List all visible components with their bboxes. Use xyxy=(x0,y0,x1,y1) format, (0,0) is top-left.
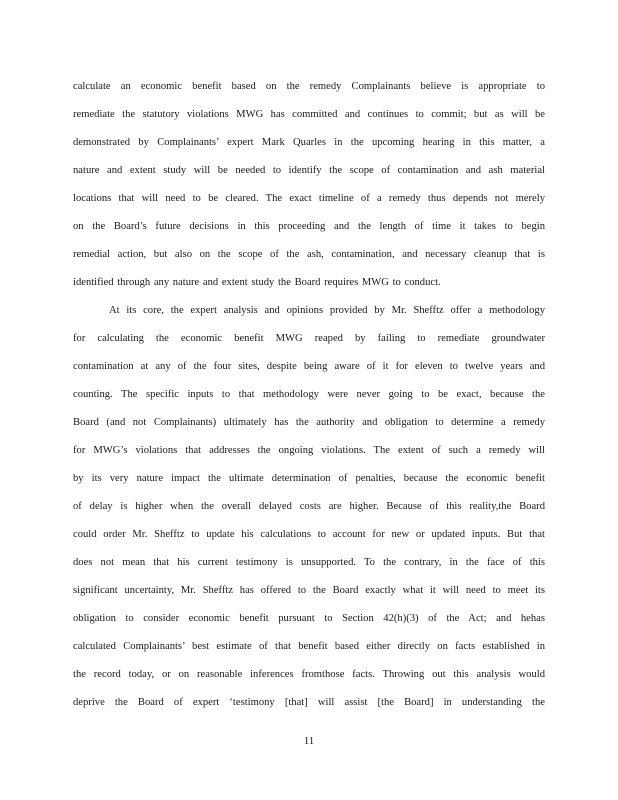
text-line: for calculating the economic benefit MWG reaped by failing to remediate groundwater xyxy=(73,333,545,344)
text-line: identified through any nature and extent study the Board requires MWG to conduct. xyxy=(73,277,441,288)
text-line: does not mean that his current testimony is unsupported. To the contrary, in the face of this xyxy=(73,557,545,568)
text-line: calculated Complainants’ best estimate of that benefit based either directly on facts established in xyxy=(73,641,545,652)
text-line: of delay is higher when the overall delayed costs are higher. Because of this reality,the Board xyxy=(73,501,545,512)
text-line: by its very nature impact the ultimate determination of penalties, because the economic benefit xyxy=(73,473,545,484)
text-line: for MWG’s violations that addresses the ongoing violations. The extent of such a remedy will xyxy=(73,445,545,456)
text-line: the record today, or on reasonable inferences fromthose facts. Throwing out this analysis would xyxy=(73,669,545,680)
text-line: remediate the statutory violations MWG has committed and continues to commit; but as will be xyxy=(73,109,545,120)
text-line: locations that will need to be cleared. The exact timeline of a remedy thus depends not merely xyxy=(73,193,545,204)
page-number: 11 xyxy=(303,735,315,747)
text-line: deprive the Board of expert ‘testimony [that] will assist [the Board] in understanding the xyxy=(73,697,545,708)
text-line: remedial action, but also on the scope of the ash, contamination, and necessary cleanup that is xyxy=(73,249,545,260)
text-line: significant uncertainty, Mr. Shefftz has offered to the Board exactly what it will need to meet its xyxy=(73,585,545,596)
text-line: contamination at any of the four sites, despite being aware of it for eleven to twelve years and xyxy=(73,361,545,372)
text-line: could order Mr. Shefftz to update his calculations to account for new or updated inputs. But that xyxy=(73,529,545,540)
text-line: demonstrated by Complainants’ expert Mark Quarles in the upcoming hearing in this matter, a xyxy=(73,137,545,148)
text-line: on the Board’s future decisions in this proceeding and the length of time it takes to begin xyxy=(73,221,545,232)
text-line: calculate an economic benefit based on the remedy Complainants believe is appropriate to xyxy=(73,81,545,92)
text-line: counting. The specific inputs to that methodology were never going to be exact, because the xyxy=(73,389,545,400)
text-line: At its core, the expert analysis and opinions provided by Mr. Shefftz offer a methodology xyxy=(109,305,545,316)
body-text xyxy=(73,78,545,722)
text-line: Board (and not Complainants) ultimately has the authority and obligation to determine a remedy xyxy=(73,417,545,428)
text-line: obligation to consider economic benefit pursuant to Section 42(h)(3) of the Act; and hehas xyxy=(73,613,545,624)
text-line: nature and extent study will be needed to identify the scope of contamination and ash material xyxy=(73,165,545,176)
